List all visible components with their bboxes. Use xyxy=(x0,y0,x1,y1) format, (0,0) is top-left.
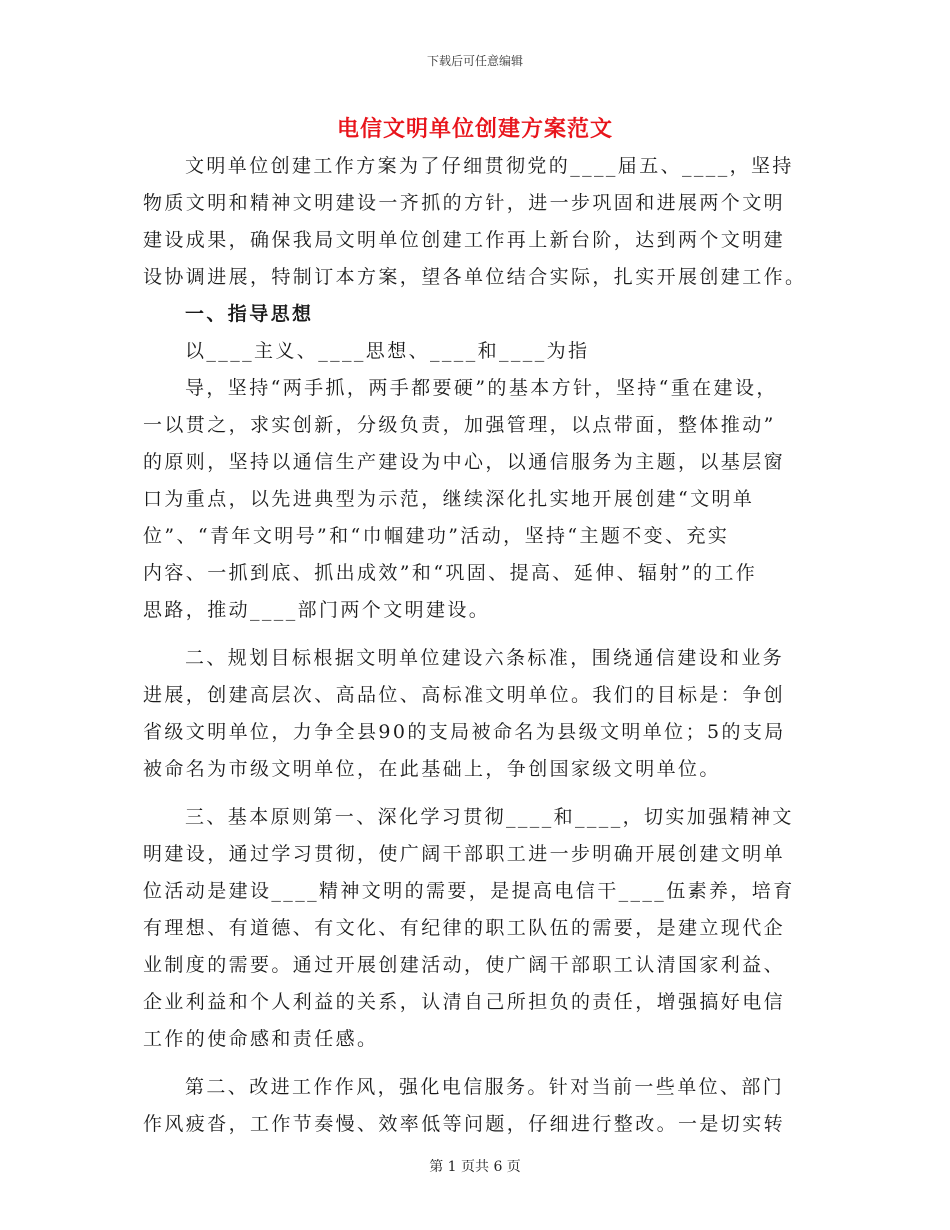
text-line: 业制度的需要。通过开展创建活动，使广阔干部职工认清国家利益、 xyxy=(143,954,786,976)
text-line: 有理想、有道德、有文化、有纪律的职工队伍的需要，是建立现代企 xyxy=(143,917,786,939)
text-line: 三、基本原则第一、深化学习贯彻____和____，切实加强精神文 xyxy=(185,806,794,828)
text-line: 思路，推动____部门两个文明建设。 xyxy=(143,599,491,621)
text-line: 企业利益和个人利益的关系，认清自己所担负的责任，增强搞好电信 xyxy=(143,991,786,1013)
text-line: 物质文明和精神文明建设一齐抓的方针，进一步巩固和进展两个文明 xyxy=(143,192,786,214)
section-heading: 一、指导思想 xyxy=(185,303,314,325)
text-line: 导，坚持“两手抓，两手都要硬”的基本方针，坚持“重在建设， xyxy=(185,377,778,399)
text-line: 的原则，坚持以通信生产建设为中心，以通信服务为主题，以基层窗 xyxy=(143,451,786,473)
text-line: 省级文明单位，力争全县90的支局被命名为县级文明单位；5的支局 xyxy=(143,721,786,743)
text-line: 作风疲沓，工作节奏慢、效率低等问题，仔细进行整改。一是切实转 xyxy=(143,1113,786,1135)
text-line: 以____主义、____思想、____和____为指 xyxy=(185,340,590,362)
text-line: 口为重点，以先进典型为示范，继续深化扎实地开展创建“文明单 xyxy=(143,488,755,510)
text-line: 设协调进展，特制订本方案，望各单位结合实际，扎实开展创建工作。 xyxy=(143,266,807,288)
document-body xyxy=(143,148,813,1143)
text-line: 建设成果，确保我局文明单位创建工作再上新台阶，达到两个文明建 xyxy=(143,229,786,251)
text-line: 明建设，通过学习贯彻，使广阔干部职工进一步明确开展创建文明单 xyxy=(143,843,786,865)
page-footer: 第 1 页共 6 页 xyxy=(429,1159,521,1175)
text-line: 位”、“青年文明号”和“巾帼建功”活动，坚持“主题不变、充实 xyxy=(143,525,730,547)
page-header: 下载后可任意编辑 xyxy=(426,54,523,68)
text-line: 二、规划目标根据文明单位建设六条标准，围绕通信建设和业务 xyxy=(185,647,785,669)
text-line: 位活动是建设____精神文明的需要，是提高电信干____伍素养，培育 xyxy=(143,880,795,902)
text-line: 第二、改进工作作风，强化电信服务。针对当前一些单位、部门 xyxy=(185,1076,785,1098)
text-line: 工作的使命感和责任感。 xyxy=(143,1028,379,1050)
text-line: 一以贯之，求实创新，分级负责，加强管理，以点带面，整体推动” xyxy=(143,414,776,436)
document-title: 电信文明单位创建方案范文 xyxy=(336,116,613,142)
text-line: 内容、一抓到底、抓出成效”和“巩固、提高、延伸、辐射”的工作 xyxy=(143,562,758,584)
text-line: 进展，创建高层次、高品位、高标准文明单位。我们的目标是：争创 xyxy=(143,684,786,706)
text-line: 文明单位创建工作方案为了仔细贯彻党的____届五、____，坚持 xyxy=(185,155,794,177)
text-line: 被命名为市级文明单位，在此基础上，争创国家级文明单位。 xyxy=(143,758,721,780)
